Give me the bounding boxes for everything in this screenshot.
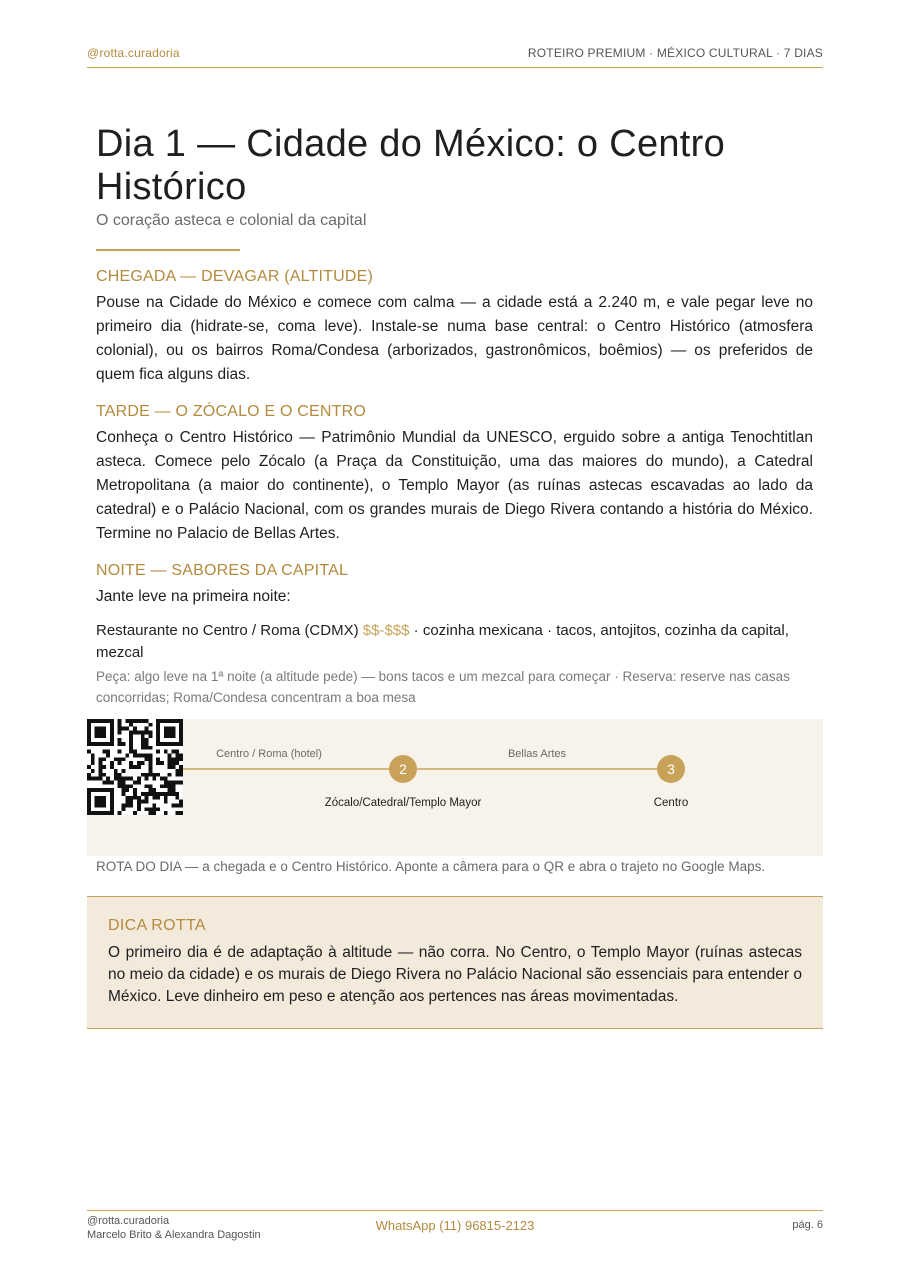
restaurant-name: Restaurante no Centro / Roma (CDMX) (96, 622, 359, 639)
route-diagram (87, 719, 823, 856)
page-header (87, 46, 823, 68)
section-text-arrival: Pouse na Cidade do México e comece com calma — a cidade está a 2.240 m, e vale pegar leve no primeiro dia (hidrate-se, coma leve). Instale-se numa base central: o Centro Histórico (atmosfera colonial), ou os bairros Roma/Condesa (arborizados, gastronômicos, boêmios) — os preferidos de quem fica alguns dias. (96, 294, 813, 383)
section-text-afternoon: Conheça o Centro Histórico — Patrimônio Mundial da UNESCO, erguido sobre a antiga Tenochtitlan asteca. Comece pelo Zócalo (a Praça da Constituição, uma das maiores do mundo), a Catedral Metropolitana (a maior do continente), o Templo Mayor (as ruínas astecas escavadas ao lado da catedral) e o Palácio Nacional, com os grandes murais de Diego Rivera contando a história do México. Termine no Palacio de Bellas Artes. (96, 429, 813, 542)
footer-page-number: pág. 6 (792, 1219, 823, 1231)
header-brand: @rotta.curadoria (87, 46, 180, 60)
restaurant-cuisine: · cozinha mexicana · tacos, antojitos, cozinha da capital, mezcal (96, 622, 789, 661)
route-map (87, 719, 823, 856)
route-stop-number: 2 (399, 761, 407, 777)
restaurant-note: Peça: algo leve na 1ª noite (a altitude pede) — bons tacos e um mezcal para começar · Reserva: reserve nas casas concorridas; Roma/Condesa concentram a boa mesa (96, 669, 790, 705)
header-doc-title: ROTEIRO PREMIUM · MÉXICO CULTURAL · 7 DIAS (527, 46, 823, 60)
page-footer (87, 1210, 823, 1244)
route-stop-label: Zócalo/Catedral/Templo Mayor (324, 797, 482, 809)
route-stop-label: Centro (653, 797, 689, 809)
page-title: Dia 1 — Cidade do México: o Centro Histórico (96, 123, 726, 208)
restaurant-price: $$-$$$ (362, 622, 410, 639)
main-content (96, 123, 813, 708)
route-stop-number: 3 (667, 761, 675, 777)
tip-text: O primeiro dia é de adaptação à altitude — não corra. No Centro, o Templo Mayor (ruínas astecas no meio da cidade) e os murais de Diego Rivera no Palácio Nacional são essenciais para entender o México. Leve dinheiro em peso e atenção aos pertences nas áreas movimentadas. (108, 944, 802, 1005)
title-divider (96, 249, 240, 251)
footer-authors: Marcelo Brito & Alexandra Dagostin (87, 1229, 261, 1241)
page-subtitle: O coração asteca e colonial da capital (96, 212, 367, 229)
section-heading-afternoon: TARDE — O ZÓCALO E O CENTRO (96, 403, 367, 420)
route-caption: ROTA DO DIA — a chegada e o Centro Histórico. Aponte a câmera para o QR e abra o trajeto no Google Maps. (96, 859, 766, 874)
qr-code-icon[interactable] (87, 719, 183, 815)
footer-handle: @rotta.curadoria (87, 1215, 170, 1227)
tip-box (87, 896, 823, 1029)
tip-heading: DICA ROTTA (108, 917, 206, 934)
section-heading-arrival: CHEGADA — DEVAGAR (ALTITUDE) (96, 268, 374, 285)
footer-whatsapp: WhatsApp (11) 96815-2123 (375, 1218, 535, 1233)
route-leg-label: Bellas Artes (507, 748, 567, 760)
route-leg-label: Centro / Roma (hotel) (216, 748, 322, 760)
section-heading-night: NOITE — SABORES DA CAPITAL (96, 562, 349, 579)
section-text-night: Jante leve na primeira noite: (96, 588, 291, 605)
restaurant-line (96, 620, 813, 664)
